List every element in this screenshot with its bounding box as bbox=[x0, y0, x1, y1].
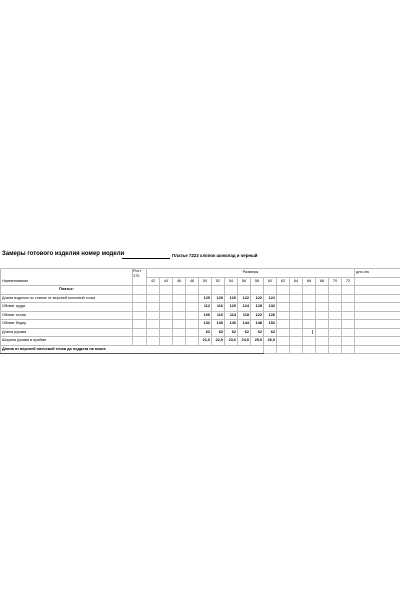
footer-note: Длина от верхней плечевой точки до подреза на поясе bbox=[1, 345, 264, 354]
value-cell: 140 bbox=[225, 320, 238, 329]
size-cell: 62 bbox=[277, 277, 290, 286]
value-cell: 122 bbox=[251, 311, 264, 320]
table-row bbox=[1, 311, 400, 320]
document-title: Замеры готового изделия номер модели bbox=[2, 251, 125, 257]
value-cell: 118 bbox=[238, 311, 251, 320]
size-cell: 56 bbox=[238, 277, 251, 286]
value-cell: 62 bbox=[212, 328, 225, 337]
value-cell: 23,0 bbox=[225, 337, 238, 346]
value-cell: 122 bbox=[238, 294, 251, 303]
dress-label-row bbox=[1, 286, 400, 295]
title-underline bbox=[122, 258, 170, 259]
value-cell: 120 bbox=[212, 294, 225, 303]
size-cell: 48 bbox=[186, 277, 199, 286]
size-cell: 66 bbox=[303, 277, 316, 286]
value-cell: 62 bbox=[199, 328, 212, 337]
value-cell: 112 bbox=[199, 303, 212, 312]
value-cell: 22,0 bbox=[212, 337, 225, 346]
dress-label: Платье: bbox=[1, 286, 133, 295]
table-row bbox=[1, 294, 400, 303]
value-cell: 62 bbox=[251, 328, 264, 337]
height-label: Рост bbox=[133, 269, 142, 273]
table-row bbox=[1, 337, 400, 346]
name-column-header: Наименование bbox=[1, 269, 133, 286]
value-cell: 62 bbox=[225, 328, 238, 337]
value-cell: 128 bbox=[251, 303, 264, 312]
value-cell: 106 bbox=[199, 311, 212, 320]
size-cell: 60 bbox=[264, 277, 277, 286]
measure-name: Обхват бедер bbox=[1, 320, 133, 329]
sizes-header: Размеры bbox=[147, 269, 355, 278]
value-cell: 62 bbox=[238, 328, 251, 337]
size-cell: 64 bbox=[290, 277, 303, 286]
header-row bbox=[1, 269, 400, 278]
value-cell: 122 bbox=[251, 294, 264, 303]
measure-name: Длина изделия по спинке от верхней плечевой точки bbox=[1, 294, 133, 303]
measure-name: Ширина рукава в пройме bbox=[1, 337, 133, 346]
size-cell: 54 bbox=[225, 277, 238, 286]
value-cell: 110 bbox=[212, 311, 225, 320]
value-cell: 152 bbox=[264, 320, 277, 329]
value-cell: 132 bbox=[199, 320, 212, 329]
footer-row bbox=[1, 345, 400, 354]
size-cell: 44 bbox=[160, 277, 173, 286]
value-cell: 120 bbox=[225, 303, 238, 312]
value-cell: 136 bbox=[212, 320, 225, 329]
size-cell: 52 bbox=[212, 277, 225, 286]
value-cell: 21,0 bbox=[199, 337, 212, 346]
measure-name: Длина рукава bbox=[1, 328, 133, 337]
model-name: Платье 7223 хлопок шоколад и черный bbox=[172, 253, 258, 258]
value-cell: 26,0 bbox=[264, 337, 277, 346]
value-cell: 114 bbox=[225, 311, 238, 320]
size-cell: 70 bbox=[329, 277, 342, 286]
measure-name: Обхват груди bbox=[1, 303, 133, 312]
size-cell: 46 bbox=[173, 277, 186, 286]
value-cell: 25,0 bbox=[251, 337, 264, 346]
value-cell: 132 bbox=[264, 303, 277, 312]
table-row bbox=[1, 320, 400, 329]
value-cell: 126 bbox=[264, 311, 277, 320]
size-cell: 42 bbox=[147, 277, 160, 286]
size-cell: 50 bbox=[199, 277, 212, 286]
height-header bbox=[133, 269, 147, 286]
value-cell: 148 bbox=[251, 320, 264, 329]
value-cell: 62 bbox=[264, 328, 277, 337]
value-cell: 124 bbox=[238, 303, 251, 312]
size-cell: 68 bbox=[316, 277, 329, 286]
height-value: 170 bbox=[133, 274, 140, 278]
extra-header: для отк bbox=[355, 269, 400, 278]
value-cell: 122 bbox=[264, 294, 277, 303]
size-cell: 72 bbox=[342, 277, 355, 286]
value-cell: 116 bbox=[212, 303, 225, 312]
measurements-table bbox=[0, 268, 400, 354]
value-cell: 120 bbox=[225, 294, 238, 303]
cell-marker bbox=[312, 330, 316, 334]
measure-name: Обхват талии bbox=[1, 311, 133, 320]
value-cell: 144 bbox=[238, 320, 251, 329]
table-row bbox=[1, 328, 400, 337]
value-cell: 24,0 bbox=[238, 337, 251, 346]
table-row bbox=[1, 303, 400, 312]
value-cell: 120 bbox=[199, 294, 212, 303]
size-cell: 58 bbox=[251, 277, 264, 286]
